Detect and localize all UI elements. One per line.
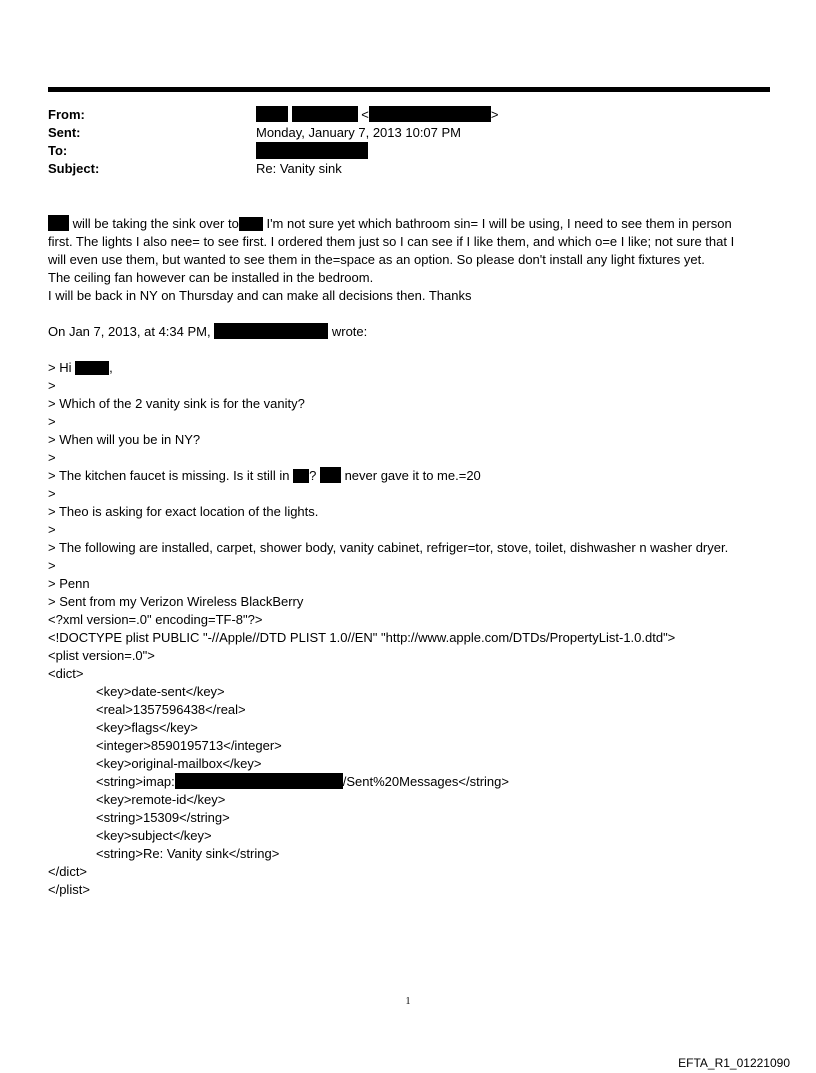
spacer — [48, 305, 773, 323]
from-label: From: — [48, 107, 85, 122]
reply-line: first. The lights I also nee= to see first. I ordered them just so I can see if I like them, and which o=e I like; not sure that I — [48, 234, 735, 249]
reply-line: will even use them, but wanted to see them in the=space as an option. So please don't install any light fixtures yet. — [48, 252, 705, 267]
plist-line: <dict> — [48, 666, 84, 681]
reply-line: I will be back in NY on Thursday and can make all decisions then. Thanks — [48, 288, 472, 303]
sent-value: Monday, January 7, 2013 10:07 PM — [256, 125, 461, 140]
redaction-block — [239, 217, 263, 231]
plist-line: <key>original-mailbox</key> — [96, 756, 262, 771]
email-body — [48, 215, 773, 899]
redaction-block — [293, 469, 309, 483]
redaction-block — [256, 106, 288, 122]
plist-line: <!DOCTYPE plist PUBLIC "-//Apple//DTD PLIST 1.0//EN" "http://www.apple.com/DTDs/PropertyList-1.0.dtd"> — [48, 630, 676, 645]
redaction-block — [75, 361, 109, 375]
quoted-line: > Theo is asking for exact location of the lights. — [48, 504, 319, 519]
reply-line: The ceiling fan however can be installed in the bedroom. — [48, 270, 374, 285]
top-divider — [48, 87, 770, 92]
plist-line: <string>imap: /Sent%20Messages</string> — [96, 774, 509, 789]
quoted-line: > The following are installed, carpet, shower body, vanity cabinet, refriger=tor, stove, toilet, dishwasher n washer dryer. — [48, 540, 729, 555]
plist-line: <key>flags</key> — [96, 720, 198, 735]
redaction-block — [175, 773, 343, 789]
from-open-bracket: < — [361, 107, 369, 122]
redaction-block — [369, 106, 491, 122]
quoted-line: > — [48, 414, 56, 429]
sent-label: Sent: — [48, 125, 81, 140]
from-row — [48, 106, 768, 124]
from-close-bracket: > — [490, 107, 499, 122]
sent-row — [48, 124, 768, 142]
quoted-line: > — [48, 450, 56, 465]
quoted-line: > The kitchen faucet is missing. Is it still in ? never gave it to me.=20 — [48, 468, 481, 483]
quoted-line: > When will you be in NY? — [48, 432, 201, 447]
plist-line: <string>Re: Vanity sink</string> — [96, 846, 280, 861]
quote-intro: On Jan 7, 2013, at 4:34 PM, wrote: — [48, 324, 368, 339]
quoted-line: > — [48, 522, 56, 537]
subject-value: Re: Vanity sink — [256, 161, 342, 176]
to-value — [256, 142, 368, 161]
subject-label: Subject: — [48, 161, 100, 176]
reply-line: will be taking the sink over to I'm not sure yet which bathroom sin= I will be using, I need to see them in person — [48, 215, 773, 233]
subject-row — [48, 160, 768, 178]
to-row — [48, 142, 768, 160]
quoted-line: > Sent from my Verizon Wireless BlackBerry — [48, 594, 304, 609]
plist-line: <plist version=.0"> — [48, 648, 155, 663]
redaction-block — [292, 106, 358, 122]
redaction-block — [256, 142, 368, 159]
from-value — [256, 106, 498, 124]
quoted-line: > Hi , — [48, 360, 113, 375]
redaction-block — [48, 215, 69, 231]
plist-line: <key>subject</key> — [96, 828, 212, 843]
quoted-line: > Penn — [48, 576, 90, 591]
plist-line: </dict> — [48, 864, 88, 879]
redaction-block — [320, 467, 341, 483]
plist-line: <key>date-sent</key> — [96, 684, 225, 699]
quoted-line: > — [48, 378, 56, 393]
quoted-line: > — [48, 558, 56, 573]
plist-line: <key>remote-id</key> — [96, 792, 226, 807]
email-header — [48, 106, 768, 178]
page-number: 1 — [405, 996, 411, 1007]
quoted-line: > Which of the 2 vanity sink is for the vanity? — [48, 396, 305, 411]
plist-line: <string>15309</string> — [96, 810, 230, 825]
plist-line: <?xml version=.0" encoding=TF-8"?> — [48, 612, 263, 627]
plist-line: </plist> — [48, 882, 90, 897]
plist-line: <integer>8590195713</integer> — [96, 738, 282, 753]
spacer — [48, 341, 773, 359]
plist-line: <real>1357596438</real> — [96, 702, 246, 717]
quoted-line: > — [48, 486, 56, 501]
document-id: EFTA_R1_01221090 — [678, 1056, 790, 1070]
to-label: To: — [48, 143, 68, 158]
redaction-block — [214, 323, 328, 339]
